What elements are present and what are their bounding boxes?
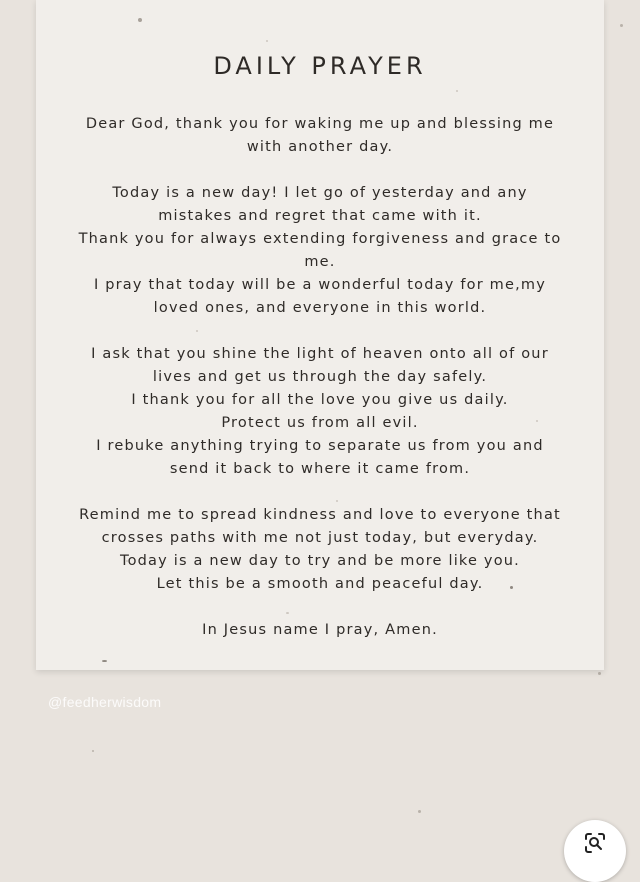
paragraph-gap [36, 159, 604, 182]
card-speck [102, 660, 107, 662]
prayer-line: I thank you for all the love you give us daily. [131, 392, 509, 408]
prayer-line: mistakes and regret that came with it. [158, 208, 482, 224]
prayer-line: I rebuke anything trying to separate us from you and [96, 438, 544, 454]
prayer-line: Remind me to spread kindness and love to everyone that [79, 507, 561, 523]
prayer-line: I pray that today will be a wonderful today for me,my [93, 277, 547, 293]
prayer-line: In Jesus name I pray, Amen. [202, 622, 438, 638]
prayer-body [36, 113, 604, 642]
card-speck [138, 18, 142, 22]
visual-search-icon [583, 831, 607, 855]
prayer-title: DAILY PRAYER [213, 52, 427, 80]
prayer-line: Protect us from all evil. [221, 415, 419, 431]
prayer-line: crosses paths with me not just today, but everyday. [101, 530, 539, 546]
background-speck [598, 672, 601, 675]
paragraph-gap [36, 481, 604, 504]
prayer-line: I ask that you shine the light of heaven onto all of our [91, 346, 549, 362]
prayer-line: Let this be a smooth and peaceful day. [156, 576, 484, 592]
watermark-handle: @feedherwisdom [48, 694, 162, 710]
background-speck [92, 750, 94, 752]
card-speck [456, 90, 458, 92]
prayer-line: Thank you for always extending forgiveness and grace to [78, 231, 562, 247]
card-speck [266, 40, 268, 42]
prayer-line: Dear God, thank you for waking me up and blessing me [85, 116, 555, 132]
prayer-line: me. [304, 254, 336, 270]
visual-search-button[interactable] [564, 820, 626, 882]
paragraph-gap [36, 596, 604, 619]
background-speck [620, 24, 623, 27]
prayer-line: with another day. [246, 139, 394, 155]
paragraph-gap [36, 320, 604, 343]
prayer-line: loved ones, and everyone in this world. [153, 300, 487, 316]
prayer-line: Today is a new day! I let go of yesterday and any [112, 185, 528, 201]
background-speck [418, 810, 421, 813]
prayer-card [36, 0, 604, 670]
prayer-line: lives and get us through the day safely. [152, 369, 488, 385]
prayer-line: send it back to where it came from. [169, 461, 471, 477]
prayer-line: Today is a new day to try and be more like you. [119, 553, 520, 569]
